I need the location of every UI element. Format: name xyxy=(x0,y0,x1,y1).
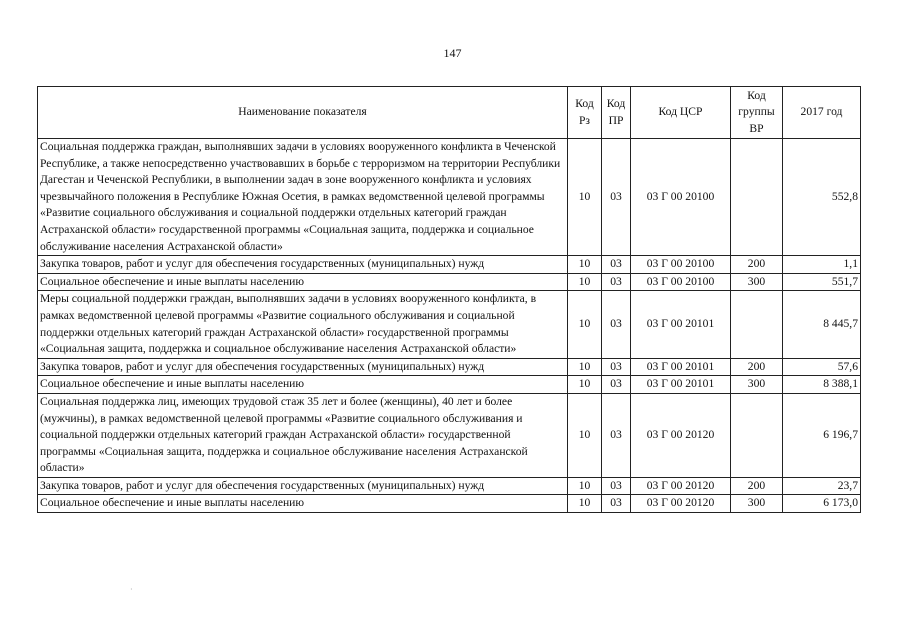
row-pr: 03 xyxy=(602,376,631,394)
scan-specks: · xyxy=(130,585,133,594)
row-rz: 10 xyxy=(568,393,602,477)
row-csr: 03 Г 00 20100 xyxy=(631,139,731,256)
row-vr xyxy=(731,139,783,256)
table-row xyxy=(38,376,861,394)
row-pr: 03 xyxy=(602,273,631,291)
row-value: 8 445,7 xyxy=(783,291,861,358)
row-rz: 10 xyxy=(568,256,602,274)
header-year: 2017 год xyxy=(783,87,861,139)
row-vr: 300 xyxy=(731,495,783,513)
table-row xyxy=(38,139,861,256)
table-row xyxy=(38,393,861,477)
row-rz: 10 xyxy=(568,358,602,376)
row-csr: 03 Г 00 20101 xyxy=(631,358,731,376)
row-pr: 03 xyxy=(602,256,631,274)
row-rz: 10 xyxy=(568,273,602,291)
row-vr: 300 xyxy=(731,273,783,291)
row-rz: 10 xyxy=(568,139,602,256)
row-value: 551,7 xyxy=(783,273,861,291)
table-row xyxy=(38,477,861,495)
row-value: 23,7 xyxy=(783,477,861,495)
header-vr: Код группы ВР xyxy=(731,87,783,139)
row-name: Социальная поддержка лиц, имеющих трудовой стаж 35 лет и более (женщины), 40 лет и более (мужчины), в рамках ведомственной целевой программы «Развитие социального обслуживания и социальной поддержки отдельных категорий граждан Астраханской области» государственной программы «Социальная защита, поддержка и социальное обслуживание населения Астраханской области» xyxy=(38,393,568,477)
row-pr: 03 xyxy=(602,393,631,477)
row-name: Меры социальной поддержки граждан, выполнявших задачи в условиях вооруженного конфликта, в рамках ведомственной целевой программы «Развитие социального обслуживания и социальной поддержки отдельных категорий граждан Астраханской области» государственной программы «Социальная защита, поддержка и социальное обслуживание населения Астраханской области» xyxy=(38,291,568,358)
row-pr: 03 xyxy=(602,139,631,256)
row-name: Социальная поддержка граждан, выполнявших задачи в условиях вооруженного конфликта в Чеченской Республике, а также непосредственно участвовавших в борьбе с терроризмом на территории Республики Дагестан и Чеченской Республики, в выполнении задач в зоне вооруженного конфликта и условиях чрезвычайного положения в Республике Южная Осетия, в рамках ведомственной целевой программы «Развитие социального обслуживания и социальной поддержки отдельных категорий граждан Астраханской области» государственной программы «Социальная защита, поддержка и социальное обслуживание населения Астраханской области» xyxy=(38,139,568,256)
header-rz: Код Рз xyxy=(568,87,602,139)
header-csr: Код ЦСР xyxy=(631,87,731,139)
row-csr: 03 Г 00 20101 xyxy=(631,376,731,394)
row-pr: 03 xyxy=(602,291,631,358)
table-row xyxy=(38,273,861,291)
page-number: 147 xyxy=(443,46,462,60)
header-name: Наименование показателя xyxy=(38,87,568,139)
row-vr xyxy=(731,393,783,477)
row-rz: 10 xyxy=(568,477,602,495)
table-row xyxy=(38,291,861,358)
header-pr: Код ПР xyxy=(602,87,631,139)
row-csr: 03 Г 00 20120 xyxy=(631,495,731,513)
row-csr: 03 Г 00 20100 xyxy=(631,256,731,274)
row-rz: 10 xyxy=(568,376,602,394)
row-value: 6 196,7 xyxy=(783,393,861,477)
row-value: 1,1 xyxy=(783,256,861,274)
row-csr: 03 Г 00 20100 xyxy=(631,273,731,291)
row-value: 8 388,1 xyxy=(783,376,861,394)
row-name: Закупка товаров, работ и услуг для обеспечения государственных (муниципальных) нужд xyxy=(38,477,568,495)
table-header-row xyxy=(38,87,861,139)
row-pr: 03 xyxy=(602,358,631,376)
row-vr: 200 xyxy=(731,256,783,274)
row-name: Закупка товаров, работ и услуг для обеспечения государственных (муниципальных) нужд xyxy=(38,358,568,376)
row-csr: 03 Г 00 20120 xyxy=(631,393,731,477)
table-row xyxy=(38,256,861,274)
table-row xyxy=(38,495,861,513)
row-value: 552,8 xyxy=(783,139,861,256)
row-value: 6 173,0 xyxy=(783,495,861,513)
row-csr: 03 Г 00 20120 xyxy=(631,477,731,495)
row-name: Социальное обеспечение и иные выплаты населению xyxy=(38,495,568,513)
row-name: Социальное обеспечение и иные выплаты населению xyxy=(38,273,568,291)
row-vr: 200 xyxy=(731,358,783,376)
row-vr xyxy=(731,291,783,358)
row-pr: 03 xyxy=(602,495,631,513)
row-csr: 03 Г 00 20101 xyxy=(631,291,731,358)
row-rz: 10 xyxy=(568,495,602,513)
row-name: Социальное обеспечение и иные выплаты населению xyxy=(38,376,568,394)
table-row xyxy=(38,358,861,376)
row-pr: 03 xyxy=(602,477,631,495)
budget-table xyxy=(37,86,861,513)
row-rz: 10 xyxy=(568,291,602,358)
row-vr: 300 xyxy=(731,376,783,394)
row-name: Закупка товаров, работ и услуг для обеспечения государственных (муниципальных) нужд xyxy=(38,256,568,274)
row-value: 57,6 xyxy=(783,358,861,376)
row-vr: 200 xyxy=(731,477,783,495)
